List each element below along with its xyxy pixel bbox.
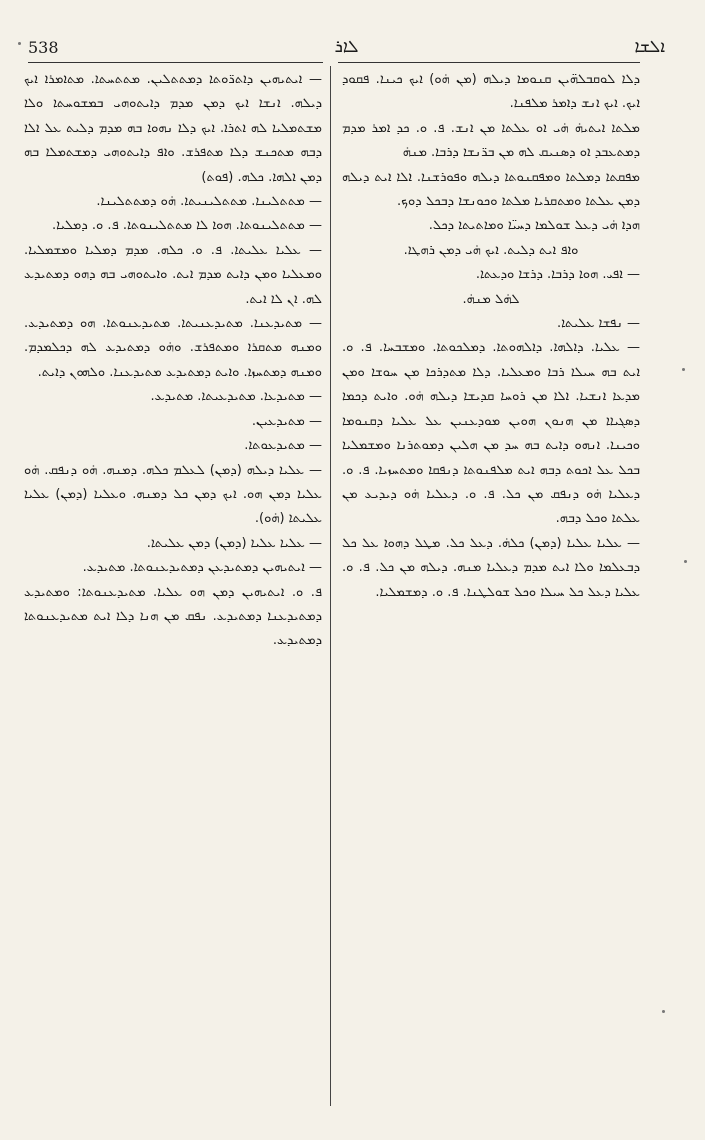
entry: — ܥܠܝܐ. ܕܐܠܗܐ. ܕܐܠܗܘܬܐ. ܕܡܠܟܘܬܐ. ܘܡܫܒܚܐ. ܦ. ܘ. ܐܝܬ ܒܗ ܚܝܠܐ ܪܒܐ ܘܡܥܠܝܐ. ܕܠܐ ܡܬܕܪܟܐ ܡܢ ܚܘܫܐ ܘܡܢ ܡܕܥܐ ܐܢܫܝܐ. ܐܠܐ ܡܢ ܪܘܚܐ ܩܕܝܫܐ ܕܝܠܗ ܗ̇ܘ. ܘܐܝܬ ܕܟܡܐ ܕܣܓܝܐܐ ܡܢ ܗܢܘܢ ܗܘܝܢ ܡܘܕܥܢܝܢ ܥܠ ܥܠܝܐ ܕܩܢܘܡܐ ܘܟܝܢܐ. ܐܢܗܘ ܕܐܝܬ ܒܗ ܚܕ ܡܢ ܗܠܝܢ ܕܡܘܬܪܢܐ ܘܡܫܡܠܝܐ ܒܟܠ ܥܠ ܐܟܘܬ ܕܒܗ ܐܝܬ ܡܠܦܢܘܬܐ ܕܢܦܩܐ ܘܡܬܚܙܝܐ. ܦ. ܘ. ܕܥܠܝܐ ܗ̇ܘ ܕܢܦܩ ܡܢ ܟܠ. ܦ. ܘ. ܕܥܠܝܐ ܗ̇ܘ ܕܝܕܝܥ ܡܢ ܥܠܬܐ ܘܟܠ ܕܒܗ. bbox=[342, 340, 640, 527]
entry: — ܥܠܝܐ ܥܠܝܐ (ܕܡܢ) ܕܡܢ ܥܠܝܬܐ. bbox=[146, 535, 322, 551]
margin-dot bbox=[684, 560, 687, 563]
entry: — ܡܬܝܕܥܝܢ. bbox=[251, 413, 322, 429]
running-title-center: ܠܐܪ bbox=[334, 37, 359, 57]
entry: — ܐܝܬܝܗܝܢ ܕܡܬܝܕܥܢ ܕܡܬܝܕܥܢܘܬܐ. ܡܬܝܕܥ. bbox=[82, 560, 322, 576]
margin-dot bbox=[682, 368, 685, 371]
entry: ܦ. ܘ. ܐܝܬܝܗܝܢ ܕܡܢ ܗܘ ܥܠܝܐ. ܡܬܝܕܥܢܘܬܐ: ܘܡܬܝܕܥ ܕܡܬܝܕܥܢܐ ܕܡܬܝܕܥ. ܢܦܩ ܡܢ ܗܢܐ ܕܠܐ ܐܝܬ ܡܬܝܕܥܢܘܬܐ ܕܡܬܝܕܥ. bbox=[24, 584, 322, 649]
entry: ܗܕܐ ܗ̇ܝ ܕܥܠ ܫܘܠܡܐ ܕܚܝ̈ܐ ܘܡܐܬܝܬܐ ܕܟܠ. bbox=[428, 218, 640, 234]
entry: — ܥܠܝܐ ܥܠܝܐ (ܕܡܢ) ܟܠܗ̇. ܕܥܠ ܟܠ. ܡܛܠ ܕܗܘܐ ܥܠ ܟܠ ܕܒܥܠܡܐ ܘܠܐ ܐܝܬ ܡܕܡ ܕܥܠܝܐ ܡܢܗ. ܕܝܠܗ ܡܢ ܟܠ. ܦ. ܘ. ܥܠܝܐ ܕܥܠ ܟܠ ܚܝܠܐ ܘܟܠ ܫܘܠܛܢܐ. ܦ. ܘ. ܕܡܫܡܠܝܐ. bbox=[342, 535, 640, 600]
page-header bbox=[28, 36, 665, 58]
entry: — ܡܬܬܠܝܢܐ. ܡܬܬܠܝܢܝܬܐ. ܗ̇ܘ ܕܡܬܬܠܝܢܐ. bbox=[96, 194, 322, 210]
entry: — ܥܠܝܐ ܥܠܝܬܐ. ܦ. ܘ. ܟܠܗ. ܡܕܡ ܕܡܠܝܐ ܘܡܫܡܠܝܐ. ܘܡܥܠܝܐ ܘܡܢ ܕܐܝܬ ܡܕܡ ܐܝܬ. ܘܐܝܬܘܗܝ ܒܗ ܕܗܘ ܕܡܬܝܕܥ ܠܗ. ܐܢ ܠܐ ܐܝܬ. bbox=[24, 242, 322, 307]
entry: — ܡܬܝܕܥܘܬܐ. bbox=[244, 438, 322, 454]
entry: — ܐܦܝ. ܗܘܐ ܕܪܒܐ. ܕܪܫܐ ܘܕܥܬܐ. bbox=[475, 267, 640, 283]
entry: — ܥܠܝܐ ܕܝܠܗ (ܕܡܢ) ܠܥܠܡ ܟܠܗ. ܕܡܢܗ. ܗ̇ܘ ܕܢܦܩ. ܗ̇ܘ ܥܠܝܐ ܕܡܢ ܗܘ. ܐܝܟ ܕܡܢ ܟܠ ܕܡܢܗ. ܘܥܠܝܐ (ܕܡܢ) ܥܠܝܐ ܥܠܝܬܐ (ܗ̇ܘ). bbox=[24, 462, 322, 527]
running-title-right: ܐܠܫܐ bbox=[634, 37, 665, 57]
entry: ܡܦܩܬܐ ܕܡܠܬܐ ܘܡܦܩܢܘܬܐ ܕܝܠܗ ܘܦܘܪܫܢܐ. ܐܠܐ ܐܝܬ ܕܝܠܗ ܕܡܢ ܥܠܬܐ ܘܡܬܩܪܝܐ ܡܠܬܐ ܘܟܘܢܫܐ ܕܒܟܠ ܕܘܟ. bbox=[342, 169, 640, 210]
entry: ܠܗ̇ܠ ܡܢܗ̇. bbox=[462, 291, 520, 307]
page-number: 538 bbox=[28, 37, 59, 57]
entry: — ܡܬܝܕܥܐ. ܡܬܝܕܥܝܬܐ. ܡܬܝܕܥ. bbox=[150, 389, 322, 405]
column-divider bbox=[330, 66, 331, 1106]
header-rule-right bbox=[338, 62, 640, 63]
header-rule-left bbox=[28, 62, 323, 63]
left-column bbox=[24, 68, 322, 654]
entry: ܕܠܐ ܠܘܩܒܠܗ̈ܝܢ ܩܢܘܡܐ ܕܝܠܗ (ܡܢ ܗ̇ܘ) ܐܝܟ ܟܝܢܐ. ܦܩܘܕ ܐܝܟ. ܐܝܟ ܐܢܫ ܕܐܡܪ ܡܠܦܢܐ. bbox=[342, 72, 640, 112]
entry: — ܐܝܬܝܗܝܢ ܕܐܬܪ̈ܘܬܐ ܕܡܬܬܠܝܢ. ܡܬܬܚܬܐ. ܡܬܐܡܪܐ ܐܝܟ ܕܝܠܗ. ܐܢܫܐ ܐܝܟ ܕܡܢ ܡܕܡ ܕܐܝܬܘܗܝ ܒܡܫܘܚܬܐ ܘܠܐ ܡܫܬܡܠܝܐ ܠܗ ܐܬܪܐ. ܐܝܟ ܕܠܐ ܢܗܘܐ ܒܗ ܡܕܡ ܕܠܝܬ ܥܠ ܐܠܐ ܕܒܗ ܡܬܟܢܫ ܕܠܐ ܡܬܦܪܫ. ܘܐܦ ܕܐܝܬܘܗܝ ܕܡܫܬܡܠܐ ܒܗ ܕܡܢ ܐܠܗܐ. ܟܠܗ. (ܦܘܬ) bbox=[24, 72, 322, 185]
entry: ܘܐܦ ܐܝܬ ܕܠܝܬ. ܐܝܟ ܗ̇ܝ ܕܡܢ ܪܗܛܐ. bbox=[403, 242, 579, 258]
right-column bbox=[342, 68, 640, 605]
entry: — ܡܬܝܕܥܢܐ. ܡܬܝܕܥܢܝܬܐ. ܡܬܝܕܥܢܘܬܐ. ܗܘ ܕܡܬܝܕܥ. ܘܡܢܗ ܡܬܩܪܐ ܘܡܬܦܪܫ. ܘܗ̇ܘ ܕܡܬܝܕܥ ܠܗ ܕܟܠܡܕܡ. ܘܡܢܗ ܕܡܬܚܙܐ. ܘܐܝܬ ܕܡܬܝܕܥ ܡܬܝܕܥܢܐ. ܘܠܗܘܢ ܕܐܝܬ. bbox=[24, 316, 322, 380]
margin-dot bbox=[18, 42, 21, 45]
entry: — ܡܬܬܠܝܢܘܬܐ. ܗܘܐ ܠܐ ܡܬܬܠܝܢܘܬܐ. ܦ. ܘ. ܕܡܠܝܐ. bbox=[51, 218, 322, 234]
margin-dot bbox=[662, 1010, 665, 1013]
entry: ܡܠܬܐ ܐܝܬܝܗ̇ ܗ̇ܝ ܐܘ ܥܠܬܐ ܡܢ ܐܢܫ. ܦ. ܘ. ܟܕ ܐܡܪ ܡܕܡ ܕܡܬܥܒܕ ܐܘ ܕܣܢܝܩ ܠܗ ܡܢ ܒܪ̈ܢܫܐ ܕܪܒܐ. ܡܢܗ̇ bbox=[342, 120, 640, 161]
entry: — ܢܦܫܐ ܥܠܝܬܐ. bbox=[556, 316, 640, 332]
